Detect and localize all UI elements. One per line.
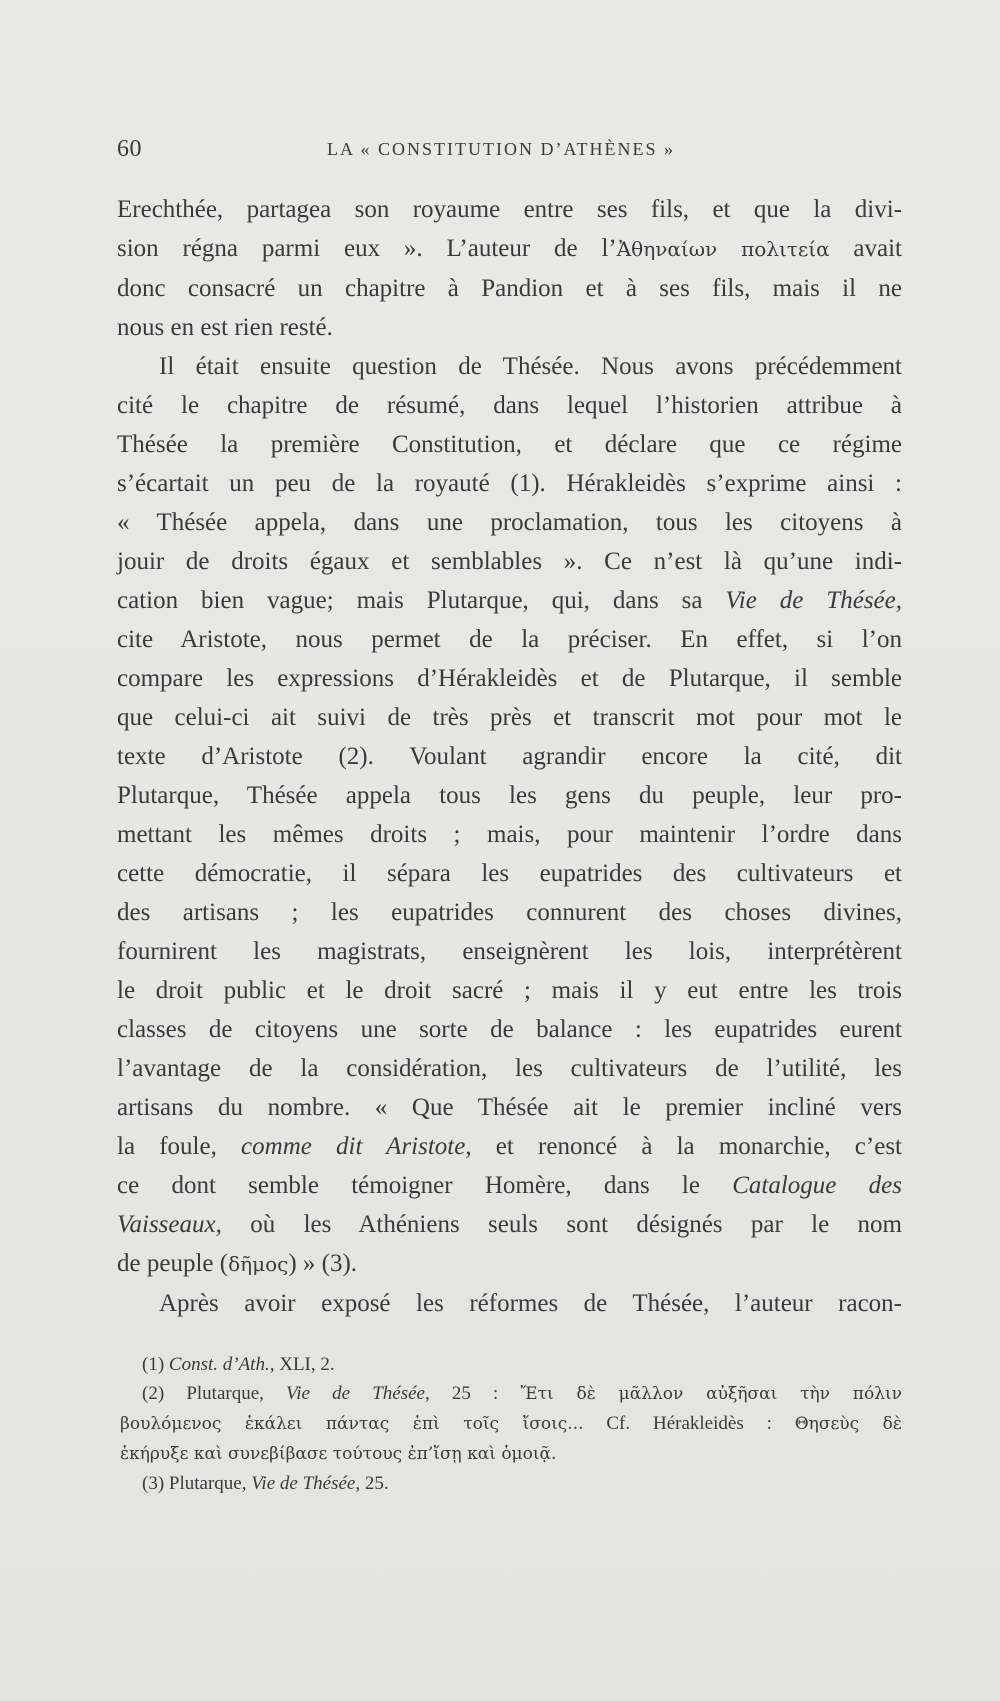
- paragraph-start: Il était ensuite question de Thésée. Nous avons précédemment: [159, 353, 902, 380]
- text-line: ce dont semble témoigner Homère, dans le Catalogue des: [117, 1172, 902, 1199]
- text-line: classes de citoyens une sorte de balance : les eupatrides eurent: [117, 1016, 902, 1043]
- text-line: Plutarque, Thésée appela tous les gens du peuple, leur pro-: [117, 782, 902, 809]
- greek-word: δῆμος: [228, 1252, 289, 1276]
- text-line: Vaisseaux, où les Athéniens seuls sont désignés par le nom: [117, 1211, 902, 1238]
- text-line: Erechthée, partagea son royaume entre ses fils, et que la divi-: [117, 196, 902, 223]
- text-line: compare les expressions d’Hérakleidès et de Plutarque, il semble: [117, 665, 902, 692]
- footnote-2-cont: βουλόμενος ἐκάλει πάντας ἐπὶ τοῖς ἴσοις... Cf. Hérakleidès : Θησεὺς δὲ: [120, 1413, 902, 1434]
- book-title: Vaisseaux,: [117, 1211, 222, 1238]
- italic-phrase: comme dit Aristote,: [241, 1133, 472, 1160]
- footnote-1: (1) Const. d’Ath., XLI, 2.: [142, 1354, 335, 1375]
- text-line: jouir de droits égaux et semblables ». Ce n’est là qu’une indi-: [117, 548, 902, 575]
- book-title: Catalogue des: [732, 1172, 902, 1199]
- text-line: fournirent les magistrats, enseignèrent les lois, interprétèrent: [117, 938, 902, 965]
- page-number: 60: [117, 136, 142, 162]
- text-line: mettant les mêmes droits ; mais, pour maintenir l’ordre dans: [117, 821, 902, 848]
- text-line: Thésée la première Constitution, et déclare que ce régime: [117, 431, 902, 458]
- text-line: s’écartait un peu de la royauté (1). Hérakleidès s’exprime ainsi :: [117, 470, 902, 497]
- text-line: artisans du nombre. « Que Thésée ait le premier incliné vers: [117, 1094, 902, 1121]
- greek-quote: Θησεὺς δὲ: [794, 1414, 902, 1434]
- text-line: que celui-ci ait suivi de très près et transcrit mot pour mot le: [117, 704, 902, 731]
- text-line: cation bien vague; mais Plutarque, qui, dans sa Vie de Thésée,: [117, 587, 902, 614]
- text-line: des artisans ; les eupatrides connurent des choses divines,: [117, 899, 902, 926]
- page-header: [117, 136, 910, 166]
- footnote-2: (2) Plutarque, Vie de Thésée, 25 : Ἔτι δὲ μᾶλλον αὐξῆσαι τὴν πόλιν: [142, 1383, 902, 1404]
- greek-quote: ἐκήρυξε καὶ συνεβίβασε τούτους ἐπ’ἴσῃ καὶ ὁμοιᾷ.: [120, 1444, 557, 1464]
- paragraph-start: Après avoir exposé les réformes de Thésée, l’auteur racon-: [159, 1290, 902, 1317]
- body-text: [117, 190, 902, 1323]
- text-line: sion régna parmi eux ». L’auteur de l’Ἀθηναίων πολιτεία avait: [117, 235, 902, 262]
- text-line: texte d’Aristote (2). Voulant agrandir encore la cité, dit: [117, 743, 902, 770]
- book-title: Vie de Thésée,: [725, 587, 902, 614]
- text-line: nous en est rien resté.: [117, 314, 333, 341]
- running-title: LA « CONSTITUTION D’ATHÈNES »: [327, 139, 675, 159]
- text-line: l’avantage de la considération, les cultivateurs de l’utilité, les: [117, 1055, 902, 1082]
- text-line: de peuple (δῆμος) » (3).: [117, 1250, 358, 1277]
- text-line: donc consacré un chapitre à Pandion et à ses fils, mais il ne: [117, 275, 902, 302]
- greek-phrase: Ἀθηναίων πολιτεία: [616, 237, 830, 261]
- text-line: cite Aristote, nous permet de la préciser. En effet, si l’on: [117, 626, 902, 653]
- footnotes: [120, 1350, 902, 1498]
- footnote-3: (3) Plutarque, Vie de Thésée, 25.: [142, 1473, 389, 1494]
- text-line: cité le chapitre de résumé, dans lequel l’historien attribue à: [117, 392, 902, 419]
- text-line: cette démocratie, il sépara les eupatrides des cultivateurs et: [117, 860, 902, 887]
- greek-quote: βουλόμενος ἐκάλει πάντας ἐπὶ τοῖς ἴσοις...: [120, 1414, 584, 1434]
- text-line: le droit public et le droit sacré ; mais il y eut entre les trois: [117, 977, 902, 1004]
- greek-quote: Ἔτι δὲ μᾶλλον αὐξῆσαι τὴν πόλιν: [520, 1384, 902, 1404]
- footnote-2-cont: [120, 1439, 902, 1469]
- text-line: la foule, comme dit Aristote, et renoncé à la monarchie, c’est: [117, 1133, 902, 1160]
- text-line: « Thésée appela, dans une proclamation, tous les citoyens à: [117, 509, 902, 536]
